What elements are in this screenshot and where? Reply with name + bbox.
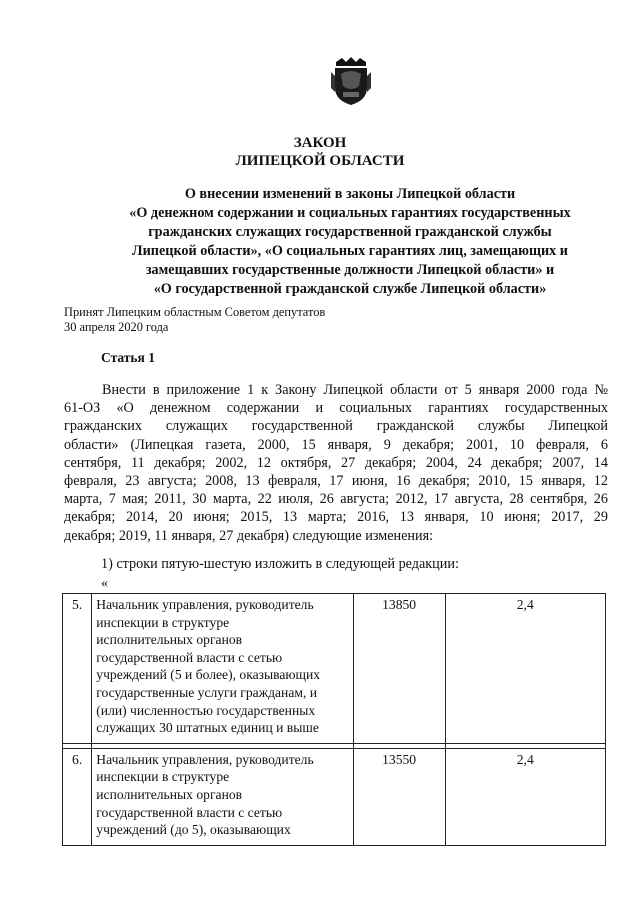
table-row <box>63 748 606 845</box>
law-title: ЗАКОН <box>293 135 347 151</box>
body-line: декабря; 2014, 20 июня; 2015, 13 марта; 2016, 13 января, 10 июня; 2017, 29 <box>64 509 608 526</box>
salary-value: 13850 <box>353 594 445 744</box>
position-name <box>92 594 353 744</box>
adoption-date: 30 апреля 2020 года <box>64 320 169 334</box>
opening-quote: « <box>101 576 108 591</box>
position-line: государственной власти с сетью <box>96 804 283 820</box>
salary-value: 13550 <box>353 748 445 845</box>
body-line: сентября, 11 декабря; 2002, 12 октября, 27 декабря; 2004, 24 декабря; 2007, 14 <box>64 454 608 471</box>
position-line: Начальник управления, руководитель <box>96 597 314 612</box>
position-name <box>92 748 353 845</box>
position-line: инспекции в структуре <box>96 769 230 785</box>
subject-line: О внесении изменений в законы Липецкой области <box>184 186 516 202</box>
position-line: государственной власти с сетью <box>96 649 283 665</box>
position-line: (или) численностью государственных <box>96 702 316 718</box>
subject-line: замещавших государственные должности Липецкой области» и <box>145 262 555 278</box>
subject-line: «О денежном содержании и социальных гарантиях государственных <box>129 205 571 221</box>
row-number: 5. <box>63 594 92 744</box>
body-line: области» (Липецкая газета, 2000, 15 января, 9 декабря; 2001, 10 февраля, 6 <box>64 436 608 453</box>
subject-line: гражданских служащих государственной гражданской службы <box>148 224 552 240</box>
body-line: Внести в приложение 1 к Закону Липецкой области от 5 января 2000 года № <box>102 382 608 398</box>
body-line: декабря; 2019, 11 января, 27 декабря) следующие изменения: <box>64 527 434 544</box>
subject-line: Липецкой области», «О социальных гарантиях лиц, замещающих и <box>132 243 568 259</box>
amendment-table <box>62 593 606 846</box>
subject-line: «О государственной гражданской службе Липецкой области» <box>153 281 547 297</box>
table-row <box>63 594 606 744</box>
article-body <box>64 381 608 545</box>
position-line: учреждений (5 и более), оказывающих <box>96 667 321 683</box>
position-line: исполнительных органов <box>96 786 243 802</box>
body-line: февраля, 23 августа; 2008, 13 февраля, 17 июня, 16 декабря; 2010, 15 января, 12 <box>64 473 608 490</box>
coat-of-arms-icon <box>328 56 374 106</box>
coefficient-value: 2,4 <box>445 748 605 845</box>
law-subject <box>60 185 640 299</box>
position-line: инспекции в структуре <box>96 614 230 630</box>
article-heading: Статья 1 <box>101 350 155 365</box>
row-number: 6. <box>63 748 92 845</box>
body-line: марта, 7 мая; 2011, 30 марта, 22 июля, 26 августа; 2012, 17 августа, 28 сентября, 26 <box>64 491 608 508</box>
amendment-item-1: 1) строки пятую-шестую изложить в следующей редакции: <box>101 556 459 572</box>
position-line: исполнительных органов <box>96 632 243 648</box>
body-line: гражданских служащих государственной гражданской службы Липецкой <box>64 418 608 435</box>
body-line: 61-ОЗ «О денежном содержании и социальных гарантиях государственных <box>64 400 608 417</box>
position-line: служащих 30 штатных единиц и выше <box>96 720 319 736</box>
coefficient-value: 2,4 <box>445 594 605 744</box>
law-region-title: ЛИПЕЦКОЙ ОБЛАСТИ <box>235 153 405 169</box>
position-line: государственные услуги гражданам, и <box>96 684 318 700</box>
position-line: Начальник управления, руководитель <box>96 751 314 767</box>
adoption-body: Принят Липецким областным Советом депутатов <box>64 305 326 319</box>
adoption-note <box>64 305 325 335</box>
position-line: учреждений (до 5), оказывающих <box>96 822 291 838</box>
